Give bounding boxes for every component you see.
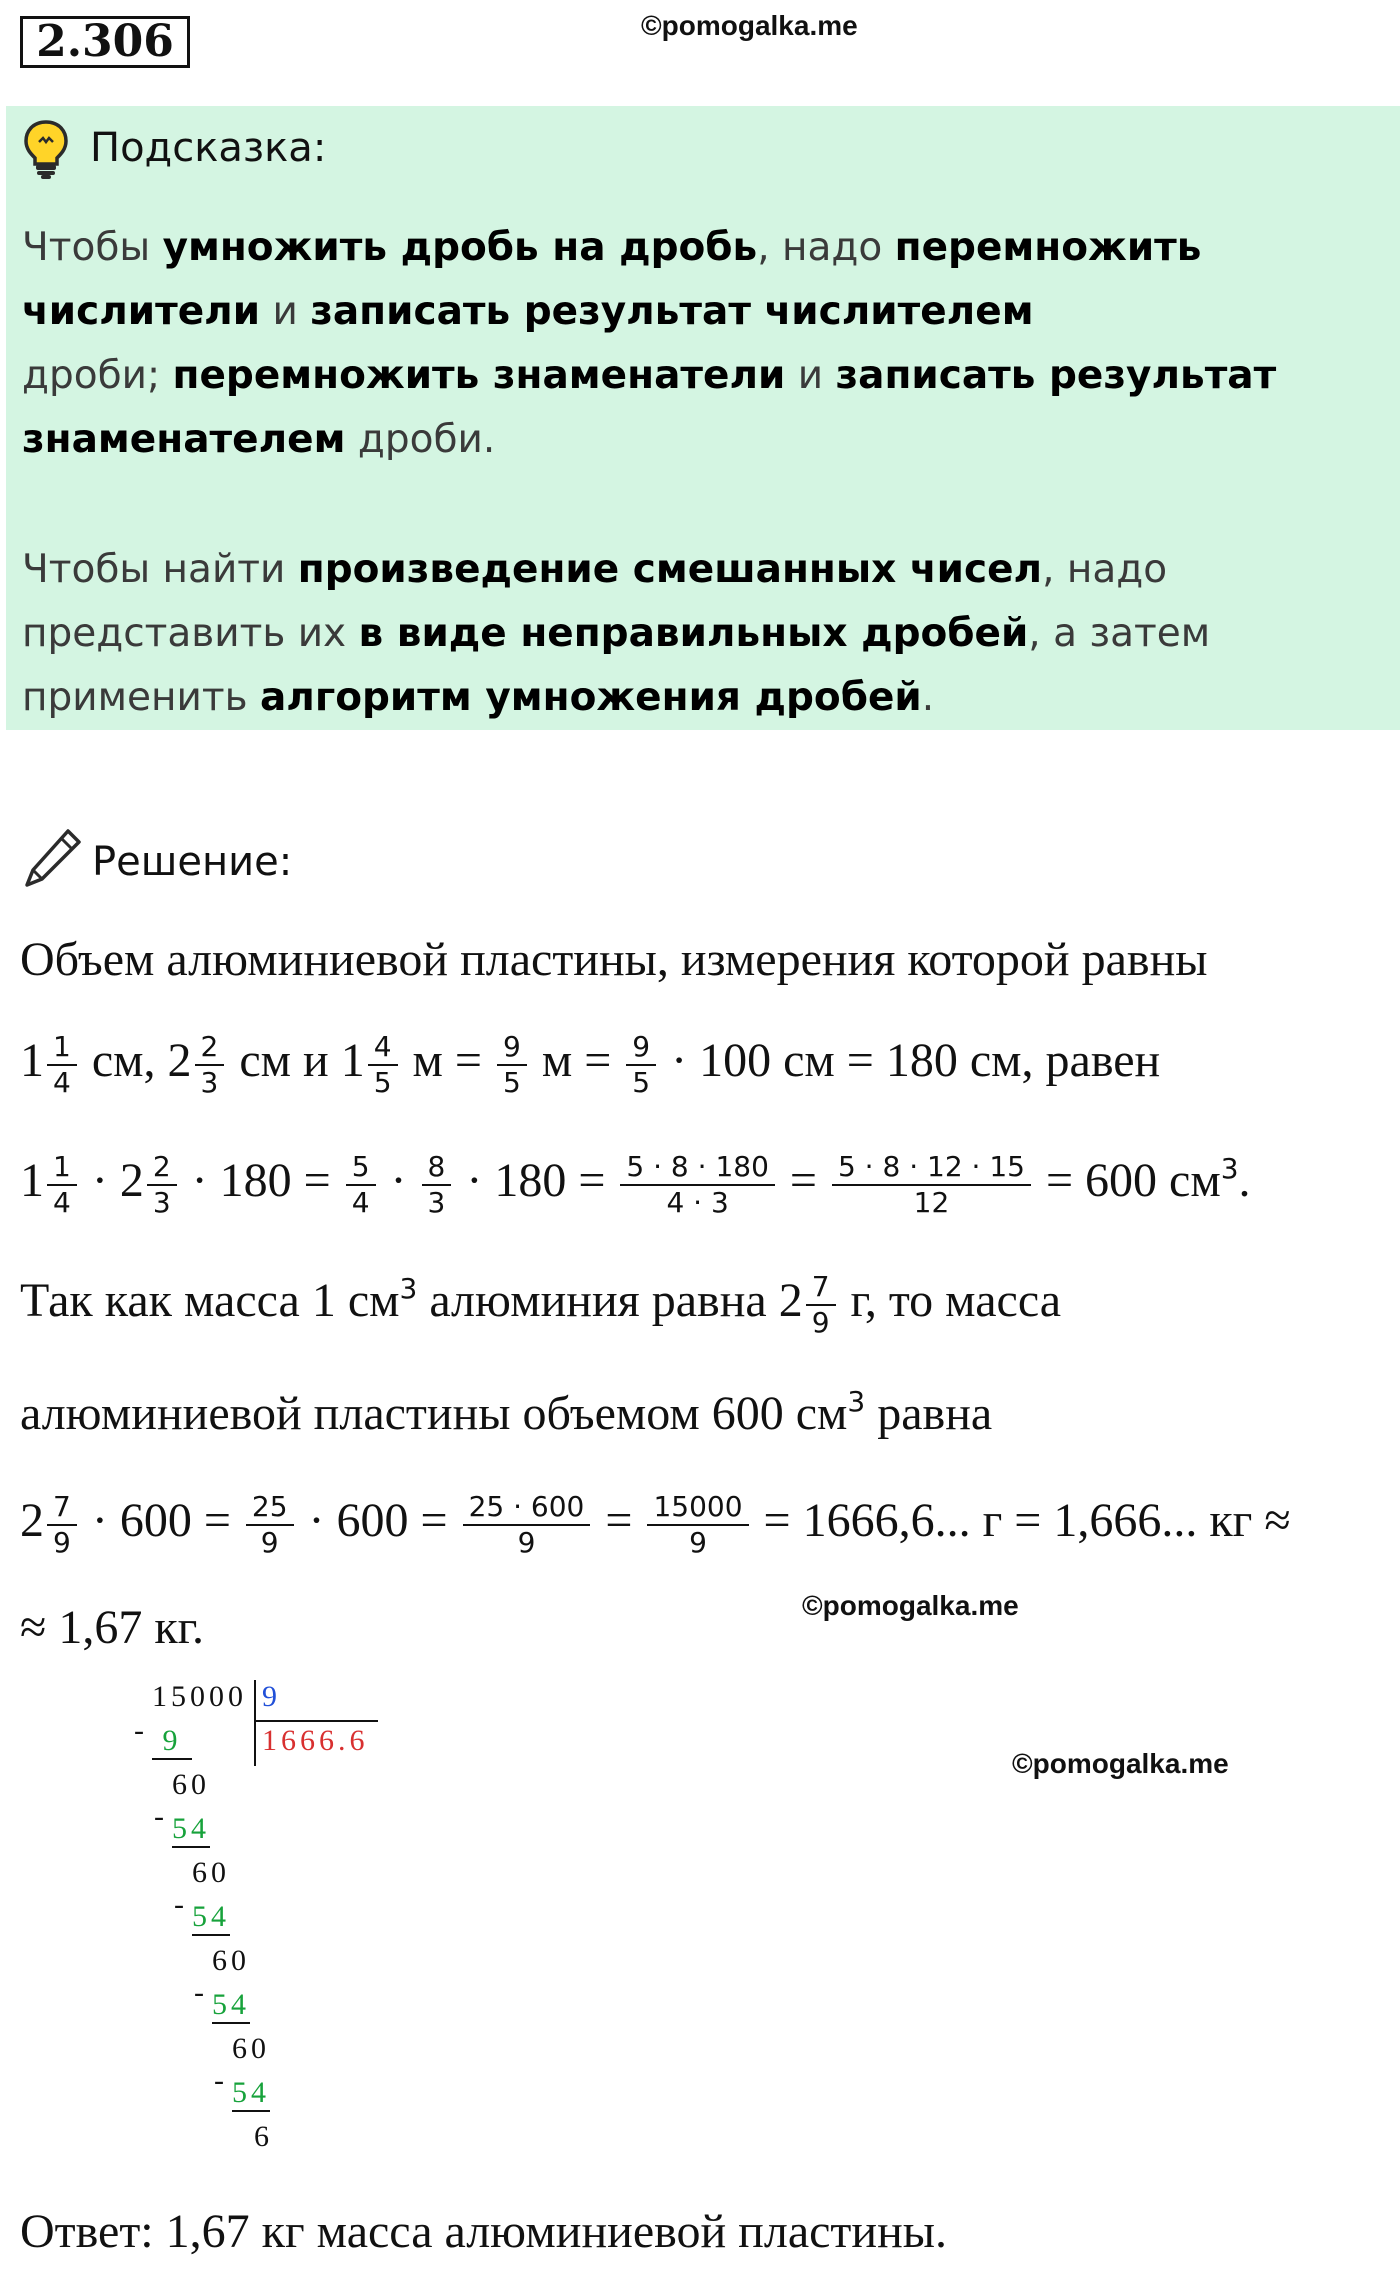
fraction: $\frac{9}{5}$ (626, 1030, 656, 1100)
solution-title: Решение: (92, 839, 293, 885)
fraction: $\frac{25 \cdot 600}{9}$ (463, 1490, 591, 1560)
lightbulb-icon (20, 118, 72, 180)
hint-title: Подсказка: (90, 125, 327, 171)
solution-line-7: ≈ 1,67 кг. (20, 1601, 204, 1654)
fraction: $\frac{1}{4}$ (47, 1030, 77, 1100)
dividend: 15000 (152, 1680, 247, 1713)
task-number: 2.306 (20, 16, 190, 68)
final-remainder: 6 (254, 2120, 273, 2153)
fraction: $\frac{5 \cdot 8 \cdot 180}{4 \cdot 3}$ (620, 1150, 774, 1220)
hint-line: числители и записать результат числителем (22, 289, 1034, 334)
fraction: $\frac{9}{5}$ (497, 1030, 527, 1100)
solution-line-3: 1 $\frac{1}{4}$ · 2 $\frac{2}{3}$ · 180 = $\frac{5}{4}$ · $\frac{8}{3}$ · 180 = $\frac{5 \cdot 8 \cdot 180}{4 \cdot 3}$ = $\frac{5 \cdot 8 \cdot 12 \cdot 15}{12}$ = 600 $см^3$. (20, 1150, 1251, 1219)
fraction: $\frac{2}{3}$ (147, 1150, 177, 1220)
fraction: $\frac{8}{3}$ (422, 1150, 452, 1220)
watermark: ©pomogalka.me (641, 10, 858, 41)
pencil-icon (22, 826, 84, 890)
hint-line: применить алгоритм умножения дробей. (22, 675, 935, 720)
subtrahend: 54 (212, 1988, 250, 2024)
remainder: 60 (192, 1856, 230, 1889)
watermark: ©pomogalka.me (1012, 1748, 1229, 1779)
remainder: 60 (212, 1944, 250, 1977)
solution-line-1: Объем алюминиевой пластины, измерения которой равны (20, 933, 1208, 986)
subtrahend: 54 (192, 1900, 230, 1936)
minus-sign: - (194, 1976, 208, 2009)
fraction: $\frac{7}{9}$ (806, 1270, 836, 1340)
watermark: ©pomogalka.me (802, 1590, 1019, 1621)
fraction: $\frac{2}{3}$ (195, 1030, 225, 1100)
long-division (130, 1676, 390, 2156)
fraction: $\frac{7}{9}$ (47, 1490, 77, 1560)
solution-line-2: 1 $\frac{1}{4}$ см, 2 $\frac{2}{3}$ см и 1 $\frac{4}{5}$ м = $\frac{9}{5}$ м = $\frac{9}{5}$ · 100 см = 180 см, равен (20, 1030, 1161, 1099)
hint-line: дроби; перемножить знаменатели и записать результат (22, 353, 1277, 398)
hint-line: Чтобы умножить дробь на дробь, надо перемножить (22, 225, 1202, 270)
fraction: $\frac{4}{5}$ (368, 1030, 398, 1100)
solution-line-6: 2 $\frac{7}{9}$ · 600 = $\frac{25}{9}$ · 600 = $\frac{25 \cdot 600}{9}$ = $\frac{15000}{9}$ = 1666,6... г = 1,666... кг ≈ (20, 1490, 1291, 1559)
subtrahend: 54 (172, 1812, 210, 1848)
solution-line-4: Так как масса 1 $см^3$ алюминия равна 2 $\frac{7}{9}$ г, то масса (20, 1270, 1062, 1339)
division-bar (254, 1720, 378, 1722)
hint-line: Чтобы найти произведение смешанных чисел, надо (22, 547, 1168, 592)
fraction: $\frac{5}{4}$ (346, 1150, 376, 1220)
quotient: 1666.6 (262, 1724, 369, 1757)
minus-sign: - (154, 1800, 168, 1833)
fraction: $\frac{1}{4}$ (47, 1150, 77, 1220)
remainder: 60 (232, 2032, 270, 2065)
solution-line-5: алюминиевой пластины объемом 600 $см^3$ равна (20, 1385, 993, 1440)
minus-sign: - (134, 1714, 148, 1747)
division-bar (254, 1680, 256, 1766)
subtrahend: 54 (232, 2076, 270, 2112)
divisor: 9 (262, 1680, 281, 1713)
minus-sign: - (174, 1888, 188, 1921)
answer: Ответ: 1,67 кг масса алюминиевой пластины. (20, 2205, 948, 2258)
hint-line: представить их в виде неправильных дробей, а затем (22, 611, 1211, 656)
hint-line: знаменателем дроби. (22, 417, 496, 462)
fraction: $\frac{15000}{9}$ (647, 1490, 748, 1560)
remainder: 60 (172, 1768, 210, 1801)
fraction: $\frac{25}{9}$ (246, 1490, 294, 1560)
subtrahend: 9 (152, 1724, 192, 1760)
minus-sign: - (214, 2064, 228, 2097)
fraction: $\frac{5 \cdot 8 \cdot 12 \cdot 15}{12}$ (832, 1150, 1031, 1220)
